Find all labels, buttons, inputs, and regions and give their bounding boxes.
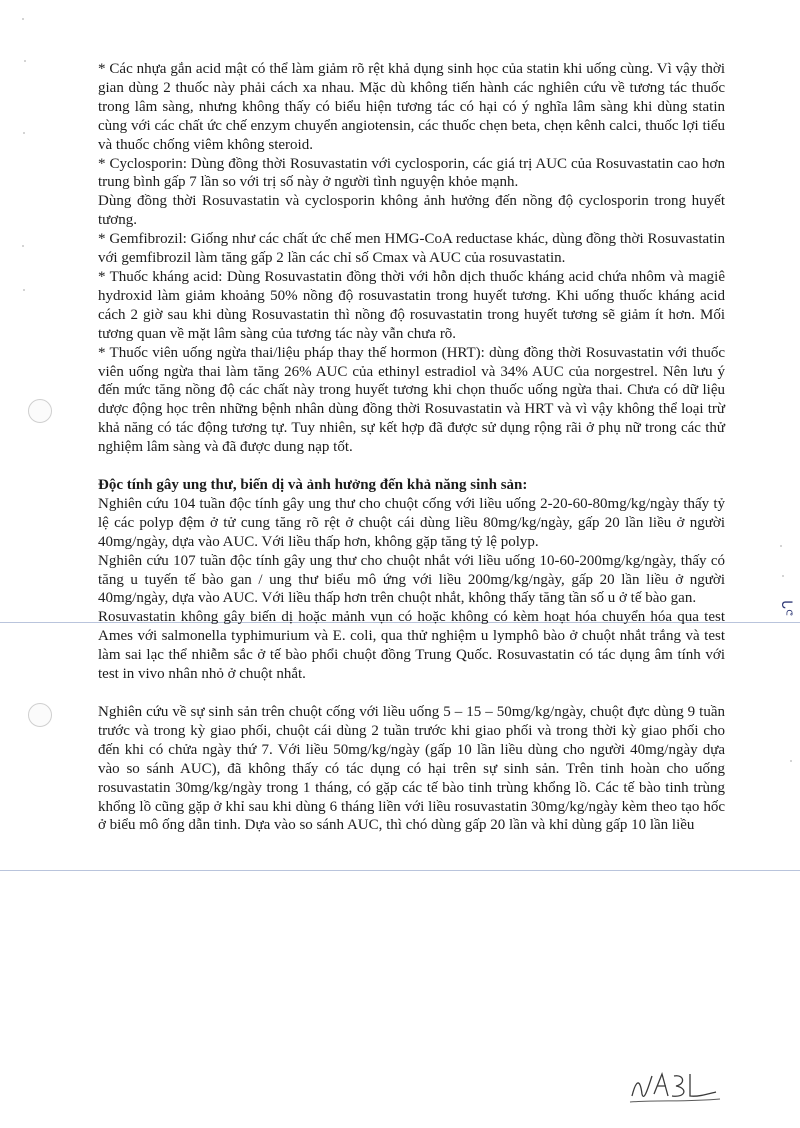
punch-hole	[28, 703, 52, 727]
document-body	[98, 60, 725, 835]
section-heading: Độc tính gây ung thư, biến dị và ảnh hưởng đến khả năng sinh sản:	[98, 477, 528, 494]
scan-speck	[24, 60, 26, 62]
paragraph: * Thuốc viên uống ngừa thai/liệu pháp thay thế hormon (HRT): dùng đồng thời Rosuvastatin với thuốc viên uống ngừa thai làm tăng 26% AUC của ethinyl estradiol và 34% AUC của norgestrel. Nên lưu ý đến mức tăng nồng độ các chất này trong huyết tương khi chọn thuốc uống ngừa thai. Chưa có dữ liệu dược động học trên những bệnh nhân dùng đồng thời Rosuvastatin và HRT và vì vậy không thể loại trừ khả năng có tác động tương tự. Tuy nhiên, sự kết hợp đã được sử dụng rộng rãi ở phụ nữ trong các thử nghiệm lâm sàng và đã được dung nạp tốt.	[98, 344, 725, 456]
paragraph: Nghiên cứu 107 tuần độc tính gây ung thư cho chuột nhắt với liều uống 10-60-200mg/kg/ngày, thấy có tăng u tuyến tế bào gan / ung thư biểu mô ứng với liều 200mg/kg/ngày, gấp 20 lần liều ở người 40mg/ngày, dựa vào AUC. Với liều thấp hơn trên chuột nhắt, không thấy tăng tần số u ở tế bào gan.	[98, 552, 725, 607]
paragraph: * Cyclosporin: Dùng đồng thời Rosuvastatin với cyclosporin, các giá trị AUC của Rosuvastatin cao hơn trung bình gấp 7 lần so với trị số này ở người tình nguyện khỏe mạnh.	[98, 155, 725, 191]
paragraph: * Thuốc kháng acid: Dùng Rosuvastatin đồng thời với hỗn dịch thuốc kháng acid chứa nhôm và magiê hydroxid làm giảm khoảng 50% nồng độ rosuvastatin trong huyết tương. Khi uống thuốc kháng acid cách 2 giờ sau khi dùng Rosuvastatin thì nồng độ rosuvastatin trong huyết tương sẽ giảm ít hơn. Mối tương quan về mặt lâm sàng của tương tác này vẫn chưa rõ.	[98, 268, 725, 342]
edge-mark: ᒐᕪ	[778, 600, 795, 616]
scan-speck	[22, 245, 24, 247]
scan-speck	[23, 132, 25, 134]
paragraph: Rosuvastatin không gây biến dị hoặc mảnh vụn có hoặc không có kèm hoạt hóa chuyển hóa qua test Ames với salmonella typhimurium và E. coli, qua thử nghiệm u lymphô bào ở chuột nhắt trắng và test làm sai lạc thể nhiễm sắc ở tế bào phổi chuột đồng Trung Quốc. Rosuvastatin có tác dụng âm tính với test in vivo nhân nhỏ ở chuột nhắt.	[98, 609, 725, 683]
scan-speck	[782, 575, 784, 577]
scan-fold-line	[0, 870, 800, 871]
scan-speck	[22, 18, 24, 20]
paragraph: Nghiên cứu 104 tuần độc tính gây ung thư cho chuột cống với liều uống 2-20-60-80mg/kg/ngày thấy tỷ lệ các polyp đệm ở tử cung tăng rõ rệt ở chuột cái dùng liều 80mg/kg/ngày, gấp 20 lần liều ở người 40mg/ngày, dựa vào AUC. Với liều thấp hơn, không gặp tăng tỷ lệ polyp.	[98, 495, 725, 550]
spacer	[98, 684, 725, 703]
signature-icon	[628, 1066, 723, 1108]
paragraph: Dùng đồng thời Rosuvastatin và cyclosporin không ảnh hưởng đến nồng độ cyclosporin trong huyết tương.	[98, 193, 725, 229]
paragraph: * Gemfibrozil: Giống như các chất ức chế men HMG-CoA reductase khác, dùng đồng thời Rosuvastatin với gemfibrozil làm tăng gấp 2 lần các chỉ số Cmax và AUC của rosuvastatin.	[98, 231, 725, 267]
scan-speck	[23, 289, 25, 291]
spacer	[98, 457, 725, 476]
scan-speck	[790, 760, 792, 762]
paragraph: Nghiên cứu về sự sinh sản trên chuột cống với liều uống 5 – 15 – 50mg/kg/ngày, chuột đực dùng 9 tuần trước và trong kỳ giao phối, chuột cái dùng 2 tuần trước khi giao phối và trong thời kỳ giao phối cho đến khi có chửa ngày thứ 7. Với liều 50mg/kg/ngày (gấp 10 lần liều dùng cho người 40mg/ngày dựa vào so sánh AUC), đã không thấy có tác dụng có hại trên sự sinh sản. Trên tinh hoàn cho uống rosuvastatin 30mg/kg/ngày trong 1 tháng, có gặp các tế bào tinh trùng khổng lồ. Các tế bào tinh trùng khổng lồ cũng gặp ở khỉ sau khi dùng 6 tháng liền với liều rosuvastatin 30mg/kg/ngày kèm theo tạo hốc ở biểu mô ống dẫn tinh. Dựa vào so sánh AUC, thì chó dùng gấp 20 lần và khỉ dùng gấp 10 lần liều	[98, 704, 725, 834]
punch-hole	[28, 399, 52, 423]
paragraph: * Các nhựa gắn acid mật có thể làm giảm rõ rệt khả dụng sinh học của statin khi uống cùng. Vì vậy thời gian dùng 2 thuốc này phải cách xa nhau. Mặc dù không tiến hành các nghiên cứu về tương tác thuốc trong lâm sàng, nhưng không thấy có biểu hiện tương tác có hại có ý nghĩa lâm sàng khi dùng statin cùng với các chất ức chế enzym chuyển angiotensin, các thuốc chẹn beta, chẹn kênh calci, thuốc lợi tiểu và thuốc chống viêm không steroid.	[98, 61, 725, 153]
scan-speck	[780, 545, 782, 547]
